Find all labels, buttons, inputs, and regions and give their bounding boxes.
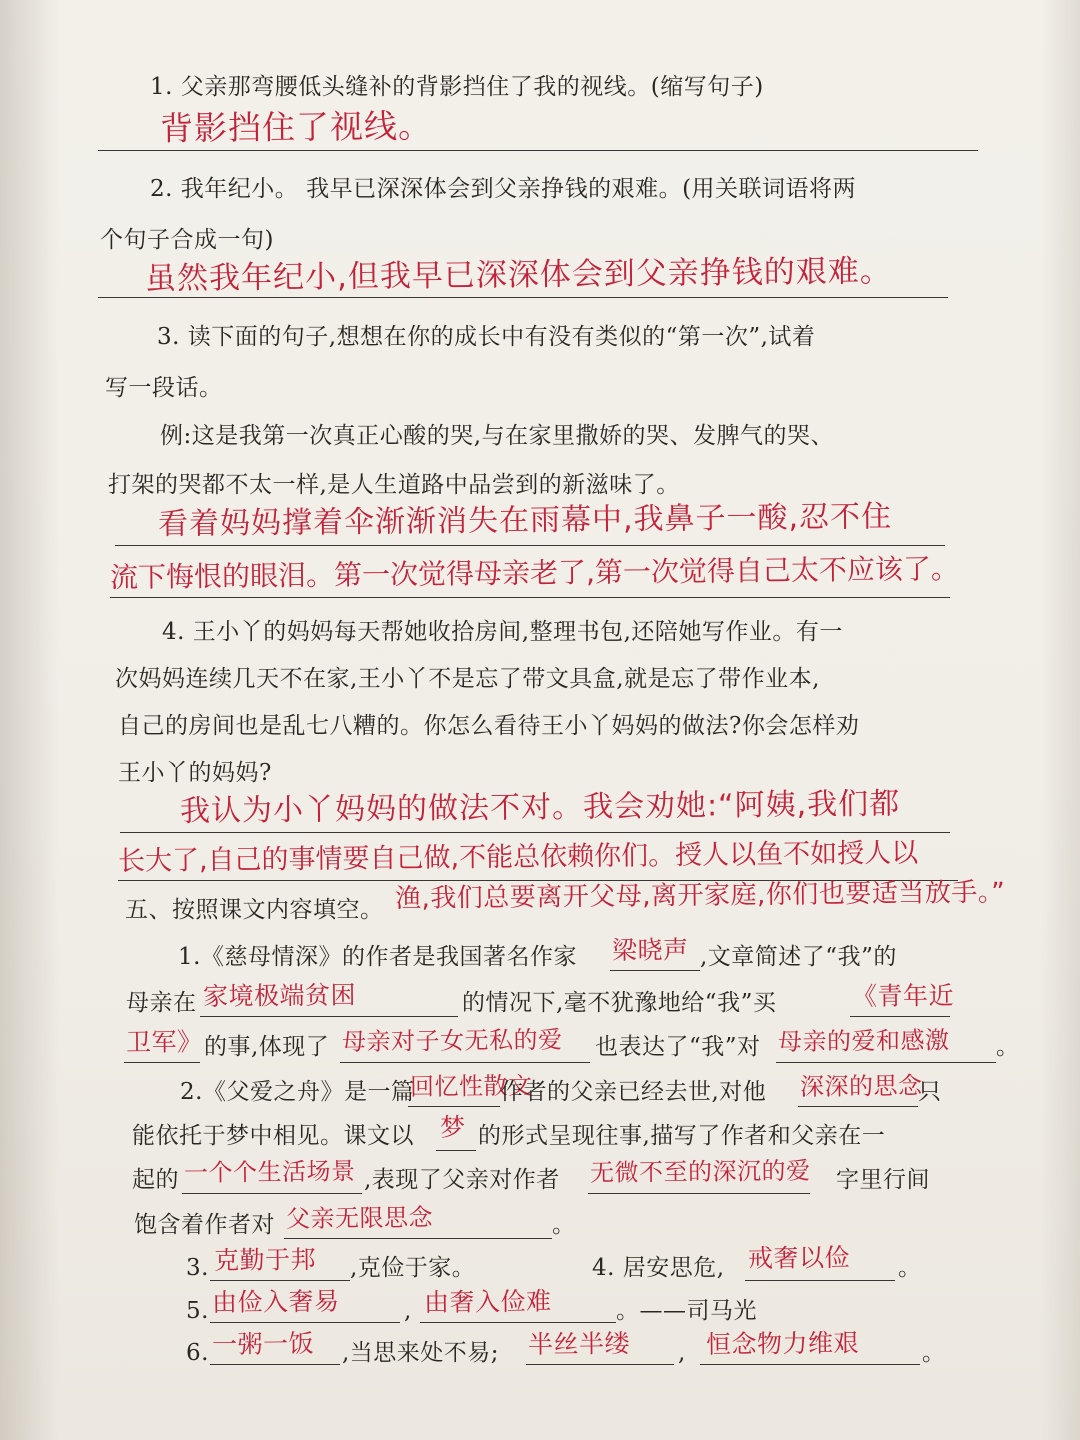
s5-i1-blank1 bbox=[610, 970, 700, 971]
s5-i5-num: 5. bbox=[186, 1298, 209, 1324]
q4-prompt-line4: 王小丫的妈妈? bbox=[118, 760, 272, 786]
q4-answer-line1: 我认为小丫妈妈的做法不对。我会劝她:“阿姨,我们都 bbox=[179, 786, 901, 829]
s5-i1-answer3b: 卫军》 bbox=[125, 1027, 203, 1057]
s5-i1-answer3a: 《青年近 bbox=[851, 980, 955, 1011]
s5-i4-blank bbox=[745, 1280, 895, 1281]
q1-answer: 背影挡住了视线。 bbox=[159, 106, 433, 148]
q2-answer: 虽然我年纪小,但我早已深深体会到父亲挣钱的艰难。 bbox=[144, 253, 893, 297]
s5-i5-source: 。——司马光 bbox=[616, 1298, 757, 1324]
s5-i5-answer1: 由俭入奢易 bbox=[211, 1286, 340, 1317]
s5-i2-blank4 bbox=[182, 1193, 362, 1194]
s5-i2-text6: 起的 bbox=[132, 1167, 179, 1193]
s5-i1-text5: 的事,体现了 bbox=[204, 1034, 330, 1060]
s5-i2-text10: 。 bbox=[552, 1212, 576, 1238]
s5-i3-num: 3. bbox=[186, 1255, 209, 1281]
s5-i1-text7: 。 bbox=[996, 1034, 1020, 1060]
s5-i2-answer5: 无微不至的深沉的爱 bbox=[589, 1156, 811, 1187]
s5-i2-blank1 bbox=[408, 1106, 500, 1107]
s5-i6-end: 。 bbox=[922, 1340, 946, 1366]
s5-i6-answer1: 一粥一饭 bbox=[211, 1328, 315, 1359]
q4-prompt-line2: 次妈妈连续几天不在家,王小丫不是忘了带文具盒,就是忘了带作业本, bbox=[115, 666, 820, 692]
s5-i2-text2: 作者的父亲已经去世,对他 bbox=[500, 1079, 767, 1105]
s5-i2-blank6 bbox=[284, 1238, 552, 1239]
q3-prompt-line1: 3. 读下面的句子,想想在你的成长中有没有类似的“第一次”,试着 bbox=[157, 324, 816, 350]
q1-prompt: 1. 父亲那弯腰低头缝补的背影挡住了我的视线。(缩写句子) bbox=[150, 74, 764, 100]
q4-prompt-line1: 4. 王小丫的妈妈每天帮她收拾房间,整理书包,还陪她写作业。有一 bbox=[162, 619, 843, 645]
q4-answer-line3: 渔,我们总要离开父母,离开家庭,你们也要适当放手。” bbox=[394, 877, 1006, 914]
s5-i3-text: ,克俭于家。 bbox=[350, 1255, 476, 1281]
s5-i5-comma: , bbox=[404, 1298, 412, 1324]
s5-i1-text4: 的情况下,毫不犹豫地给“我”买 bbox=[462, 990, 777, 1016]
s5-i6-blank3 bbox=[700, 1364, 920, 1365]
s5-i6-text: ,当思来处不易; bbox=[342, 1340, 500, 1366]
s5-i2-answer3: 梦 bbox=[439, 1112, 466, 1142]
s5-i3-answer: 克勤于邦 bbox=[213, 1244, 317, 1275]
s5-i1-text2: ,文章简述了“我”的 bbox=[700, 944, 897, 970]
s5-i2-text4: 能依托于梦中相见。课文以 bbox=[132, 1123, 414, 1149]
s5-i1-answer2: 家境极端贫困 bbox=[202, 980, 357, 1011]
s5-i1-answer4: 母亲对子女无私的爱 bbox=[341, 1025, 563, 1056]
s5-i5-blank2 bbox=[420, 1322, 616, 1323]
s5-i1-blank4 bbox=[340, 1062, 590, 1063]
q4-answer-line2: 长大了,自己的事情要自己做,不能总依赖你们。授人以鱼不如授人以 bbox=[117, 837, 919, 877]
s5-i4-end: 。 bbox=[898, 1255, 922, 1281]
q1-answer-line bbox=[98, 150, 978, 151]
s5-i4-text: 4. 居安思危, bbox=[592, 1255, 725, 1281]
s5-i5-blank1 bbox=[210, 1322, 400, 1323]
s5-i1-answer5: 母亲的爱和感激 bbox=[777, 1026, 950, 1056]
s5-i2-answer2: 深深的思念 bbox=[799, 1071, 923, 1101]
s5-i2-answer1: 回忆性散文 bbox=[409, 1071, 533, 1101]
s5-i1-answer1: 梁晓声 bbox=[611, 935, 689, 965]
s5-i2-text9: 饱含着作者对 bbox=[134, 1212, 275, 1238]
q3-example-line2: 打架的哭都不太一样,是人生道路中品尝到的新滋味了。 bbox=[108, 472, 680, 498]
s5-i3-blank bbox=[210, 1280, 350, 1281]
q2-prompt-line2: 个句子合成一句) bbox=[100, 227, 274, 253]
q3-prompt-line2: 写一段话。 bbox=[105, 375, 223, 401]
s5-i6-num: 6. bbox=[186, 1340, 209, 1366]
s5-i2-text8: 字里行间 bbox=[836, 1167, 930, 1193]
s5-i2-blank3 bbox=[436, 1150, 476, 1151]
s5-i6-blank2 bbox=[526, 1364, 674, 1365]
s5-i1-blank3 bbox=[850, 1016, 950, 1017]
s5-i1-blank3b bbox=[124, 1062, 200, 1063]
q2-prompt-line1: 2. 我年纪小。 我早已深深体会到父亲挣钱的艰难。(用关联词语将两 bbox=[150, 176, 857, 202]
s5-i2-answer4: 一个个生活场景 bbox=[183, 1157, 356, 1187]
section5-heading: 五、按照课文内容填空。 bbox=[125, 897, 384, 923]
s5-i2-text5: 的形式呈现往事,描写了作者和父亲在一 bbox=[478, 1123, 886, 1149]
s5-i5-answer2: 由奢入俭难 bbox=[423, 1286, 552, 1317]
s5-i6-comma: , bbox=[678, 1340, 686, 1366]
q3-answer-line2: 流下悔恨的眼泪。第一次觉得母亲老了,第一次觉得自己太不应该了。 bbox=[109, 552, 960, 594]
page-edge-shadow-right bbox=[1040, 0, 1080, 1440]
s5-i2-text7: ,表现了父亲对作者 bbox=[364, 1167, 560, 1193]
s5-i6-answer3: 恒念物力维艰 bbox=[705, 1328, 860, 1359]
s5-i2-blank2 bbox=[798, 1106, 918, 1107]
s5-i1-blank2 bbox=[200, 1016, 458, 1017]
s5-i4-answer: 戒奢以俭 bbox=[747, 1242, 851, 1273]
q2-answer-line bbox=[98, 297, 948, 298]
s5-i1-blank5 bbox=[776, 1062, 996, 1063]
s5-i6-answer2: 半丝半缕 bbox=[527, 1328, 631, 1359]
s5-i2-blank5 bbox=[588, 1193, 810, 1194]
page-edge-shadow bbox=[0, 0, 60, 1440]
s5-i2-text1: 2.《父爱之舟》是一篇 bbox=[180, 1079, 415, 1105]
q4-answer-rule1 bbox=[120, 832, 950, 833]
q4-prompt-line3: 自己的房间也是乱七八糟的。你怎么看待王小丫妈妈的做法?你会怎样劝 bbox=[118, 713, 860, 739]
s5-i2-text3: 只 bbox=[918, 1079, 942, 1105]
q3-answer-rule1 bbox=[115, 545, 945, 546]
s5-i1-text1: 1.《慈母情深》的作者是我国著名作家 bbox=[178, 944, 577, 970]
s5-i6-blank1 bbox=[210, 1364, 340, 1365]
q3-answer-rule2 bbox=[110, 597, 950, 598]
s5-i1-text6: 也表达了“我”对 bbox=[595, 1034, 761, 1060]
q3-answer-line1: 看着妈妈撑着伞渐渐消失在雨幕中,我鼻子一酸,忍不住 bbox=[157, 499, 893, 542]
s5-i2-answer6: 父亲无限思念 bbox=[285, 1203, 434, 1233]
q3-example-line1: 例:这是我第一次真正心酸的哭,与在家里撒娇的哭、发脾气的哭、 bbox=[160, 423, 835, 449]
s5-i1-text3: 母亲在 bbox=[126, 990, 197, 1016]
